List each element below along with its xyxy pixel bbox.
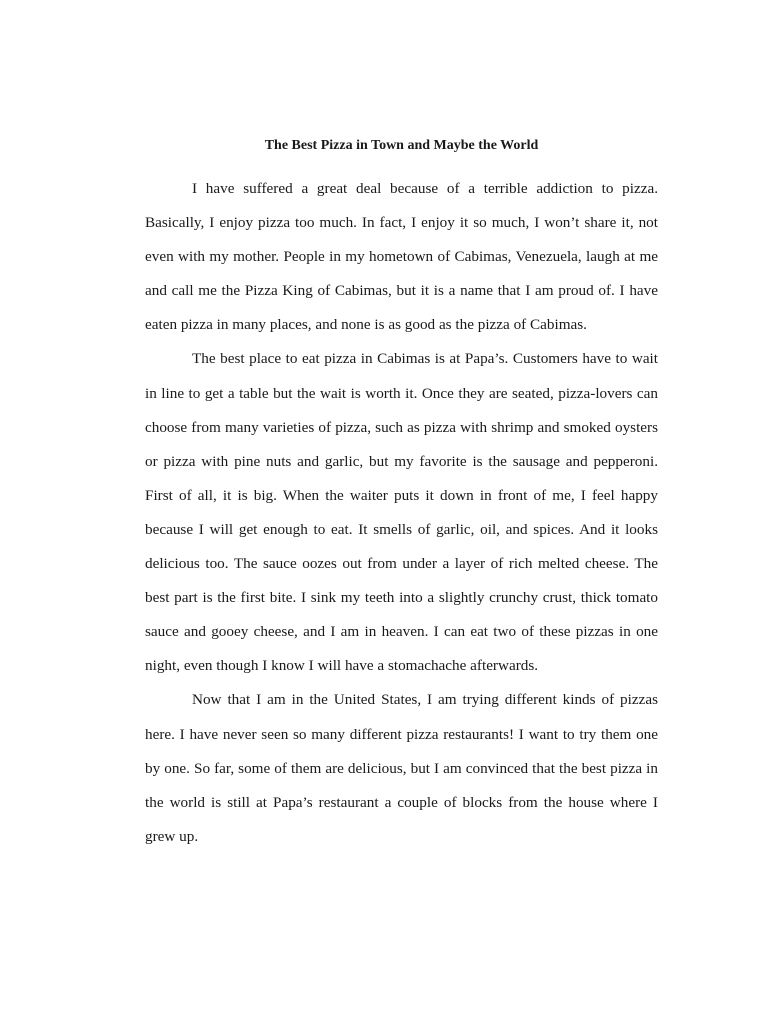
document-body (145, 136, 658, 854)
paragraph-2: The best place to eat pizza in Cabimas is at Papa’s. Customers have to wait in line to get a table but the wait is worth it. Once they are seated, pizza-lovers can choose from many varieties of pizza, such as pizza with shrimp and smoked oysters or pizza with pine nuts and garlic, but my favorite is the sausage and pepperoni. First of all, it is big. When the waiter puts it down in front of me, I feel happy because I will get enough to eat. It smells of garlic, oil, and spices. And it looks delicious too. The sauce oozes out from under a layer of rich melted cheese. The best part is the first bite. I sink my teeth into a slightly crunchy crust, thick tomato sauce and gooey cheese, and I am in heaven. I can eat two of these pizzas in one night, even though I know I will have a stomachache afterwards. (145, 350, 658, 675)
document-title: The Best Pizza in Town and Maybe the World (264, 138, 539, 153)
paragraph-1: I have suffered a great deal because of a terrible addiction to pizza. Basically, I enjoy pizza too much. In fact, I enjoy it so much, I won’t share it, not even with my mother. People in my hometown of Cabimas, Venezuela, laugh at me and call me the Pizza King of Cabimas, but it is a name that I am proud of. I have eaten pizza in many places, and none is as good as the pizza of Cabimas. (145, 180, 658, 334)
paragraph-3: Now that I am in the United States, I am trying different kinds of pizzas here. I have never seen so many different pizza restaurants! I want to try them one by one. So far, some of them are delicious, but I am convinced that the best pizza in the world is still at Papa’s restaurant a couple of blocks from the house where I grew up. (145, 691, 658, 845)
